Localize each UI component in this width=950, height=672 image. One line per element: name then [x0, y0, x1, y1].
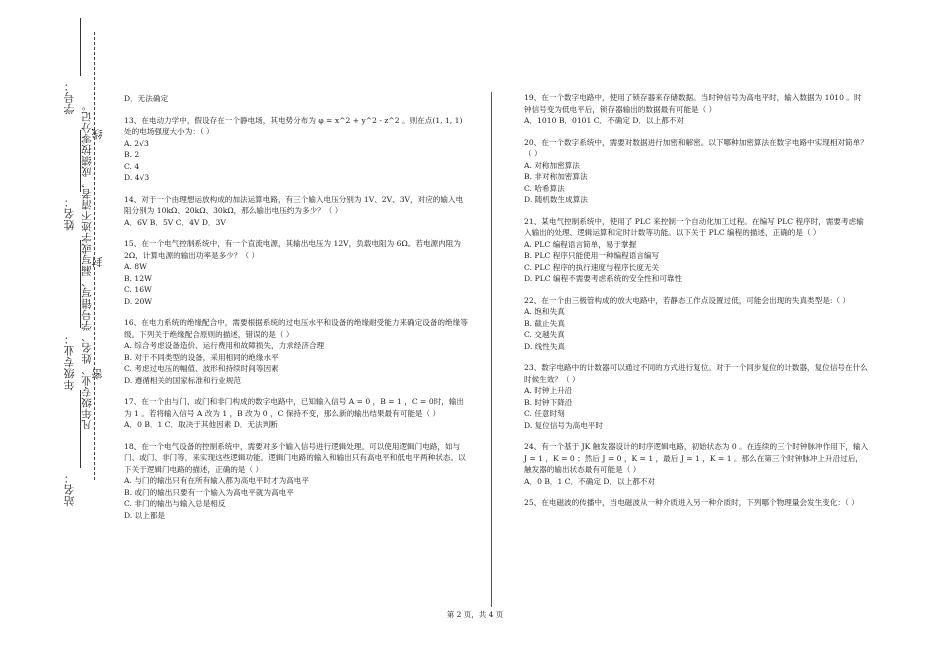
option-d: D. 随机数生成算法	[524, 195, 588, 204]
option-d: D. 4√3	[124, 173, 150, 182]
option-b: B. 对于不同类型的设备，采用相同的绝缘水平	[124, 352, 279, 362]
option-c: C. 哈希算法	[524, 183, 565, 193]
question-text: 13、在电动力学中，假设存在一个静电场，其电势分布为 φ = x^2 + y^2 - z^2 。则在点(1, 1, 1) 处的电场强度大小为：（ ）	[124, 115, 463, 136]
question-text: D．无法确定	[124, 94, 169, 103]
option-d: D. 20W	[124, 296, 153, 306]
option-b: B. 或门的输出只要有一个输入为高电平就为高电平	[124, 487, 294, 497]
question-text: 14、对于一个由理想运放构成的加法运算电路，有三个输入电压分别为 1V、2V、3V，对应的输入电阻分别为 10kΩ、20kΩ、30kΩ，那么输出电压约为多少？（ ）	[124, 194, 464, 215]
question-20	[524, 137, 869, 206]
option-d: D. 以上都是	[124, 510, 166, 520]
option-a: A. 8W	[124, 262, 147, 271]
question-text: 17、在一个由与门、或门和非门构成的数字电路中，已知输入信号 A = 0 ，B = 1 ，C = 0时，输出为 1 。若将输入信号 A 改为 1 ，B 改为 0 ，C 保持不变，那么新的输出结果最有可能是（ ）	[124, 397, 465, 418]
options-inline: A．0 B．1 C．取决于其他因素 D．无法判断	[124, 420, 278, 429]
grade-major-label: 年级专业：	[63, 333, 76, 391]
option-a: A. 对称加密算法	[524, 160, 580, 170]
option-c: C. 16W	[124, 285, 152, 294]
option-b: B. 时钟下降沿	[524, 397, 573, 407]
option-c: C. 交越失真	[524, 330, 565, 339]
question-22	[524, 295, 869, 353]
question-18	[124, 441, 469, 522]
option-c: C. 非门的输出与输入总是相反	[124, 499, 226, 508]
option-a: A. 2√3	[124, 138, 149, 148]
notice-line: 凡年级专业、姓名、学号错写、漏写或字迹不清者，成绩按零分记。	[81, 100, 93, 430]
cut-mark-dense: 密	[91, 368, 104, 380]
option-a: A. 饱和失真	[524, 307, 565, 316]
question-text: 19、在一个数字电路中，使用了锁存器来存储数据。当时钟信号为高电平时，输入数据为 1010 。时钟信号变为低电平后，锁存器输出的数据最有可能是（ ）	[524, 93, 862, 114]
question-19	[524, 92, 869, 127]
option-d: D. 线性失真	[524, 341, 566, 351]
options-inline: A．1010 B．0101 C．不确定 D．以上都不对	[524, 116, 684, 125]
student-id-label: 学号：	[63, 80, 76, 115]
question-text: 21、某电气控制系统中，使用了 PLC 来控制一个自动化加工过程。在编写 PLC 程序时，需要考虑输入输出的处理、逻辑运算和定时计数等功能。以下关于 PLC 编程的描述，正确的是（ ）	[524, 216, 864, 237]
option-c: C. 4	[124, 161, 140, 171]
binding-dashed-line	[94, 32, 95, 480]
option-b: B. 非对称加密算法	[524, 172, 588, 181]
question-21	[524, 216, 869, 285]
option-a: A. 时钟上升沿	[524, 386, 573, 395]
page-footer: 第 2 页，共 4 页	[446, 610, 504, 619]
cut-mark-line: 线	[91, 128, 104, 140]
question-text: 20、在一个数字系统中，需要对数据进行加密和解密。以下哪种加密算法在数字电路中实现相对简单？（ ）	[524, 137, 868, 158]
option-d: D. 遵循相关的国家标准和行业规范	[124, 375, 241, 385]
option-b: B. 12W	[124, 273, 152, 283]
options-inline: A．6V B．5V C．4V D．3V	[124, 217, 226, 227]
option-c: C. PLC 程序的执行速度与程序长度无关	[524, 262, 660, 272]
option-c: C. 考虑过电压的幅值、波形和持续时间等因素	[124, 364, 279, 373]
option-d: D. 复位信号为高电平时	[524, 420, 603, 430]
question-13	[124, 115, 469, 184]
school-label: 站名：	[63, 472, 76, 507]
question-15	[124, 238, 469, 307]
question-text: 23、数字电路中的计数器可以通过不同的方式进行复位。对于一个同步复位的计数器，复位信号在什么时候生效？（ ）	[524, 363, 868, 384]
option-c: C. 任意时刻	[524, 409, 565, 418]
question-text: 16、在电力系统的绝缘配合中，需要根据系统的过电压水平和设备的绝缘耐受能力来确定设备的绝缘等级。下列关于绝缘配合原则的描述，错误的是（ ）	[124, 318, 468, 339]
left-column	[124, 93, 469, 531]
student-id-underline	[80, 18, 81, 76]
column-divider	[491, 92, 492, 607]
question-text: 18、在一个电气设备的控制系统中，需要对多个输入信号进行逻辑处理。可以使用逻辑门电路，如与门、或门、非门等，来实现这些逻辑功能。逻辑门电路的输入和输出只有高电平和低电平两种状态。以下关于逻辑门电路的描述，正确的是（ ）	[124, 441, 466, 474]
option-b: B. 2	[124, 150, 140, 159]
question-23	[524, 362, 869, 431]
option-a: A. PLC 编程语言简单，易于掌握	[524, 239, 637, 249]
option-a: A. 与门的输出只有在所有输入都为高电平时才为高电平	[124, 476, 309, 485]
cut-mark-seal: 封	[91, 256, 104, 268]
question-24	[524, 441, 869, 487]
question-25	[524, 497, 869, 509]
options-inline: A．0 B．1 C．不确定 D．以上都不对	[524, 476, 655, 486]
right-column	[524, 92, 869, 519]
question-16	[124, 317, 469, 386]
option-b: B. PLC 程序只能使用一种编程语言编写	[524, 251, 660, 260]
question-text: 24、有一个基于 JK 触发器设计的时序逻辑电路，初始状态为 0 。在连续的三个时钟脉冲作用下，输入 J = 1 ，K = 0 ；然后 J = 0 ，K = 1 ，最后 J = 1 ，K = 1 。那么在第三个时钟脉冲上升沿过后，触发器的输出状态最有可能是（ ）	[524, 442, 869, 474]
question-text: 25、在电磁波的传播中，当电磁波从一种介质进入另一种介质时，下列哪个物理量会发生变化：（ ）	[524, 498, 859, 507]
option-a: A. 综合考虑设备造价、运行费用和故障损失，力求经济合理	[124, 341, 325, 350]
question-text: 15、在一个电气控制系统中，有一个直流电源，其输出电压为 12V，负载电阻为 6Ω。若电源内阻为 2Ω，计算电源的输出功率是多少？（ ）	[124, 239, 461, 260]
question-text: 22、在一个由三极管构成的放大电路中，若静态工作点设置过低，可能会出现的失真类型是:（ ）	[524, 295, 850, 305]
question-17	[124, 396, 469, 431]
question-item	[124, 93, 469, 105]
option-d: D. PLC 编程不需要考虑系统的安全性和可靠性	[524, 274, 683, 283]
option-b: B. 截止失真	[524, 318, 565, 328]
question-14	[124, 194, 469, 229]
name-label: 姓名：	[63, 196, 76, 231]
